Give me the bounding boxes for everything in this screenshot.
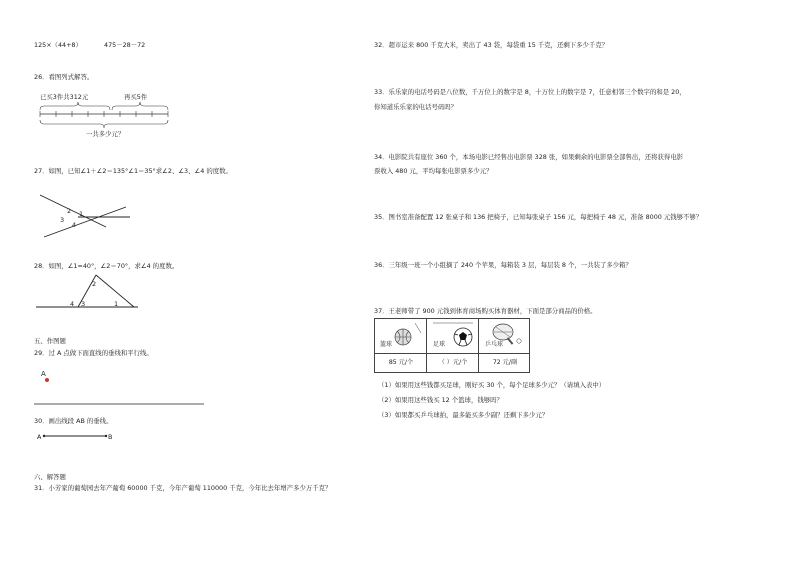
section-6-heading: 六、解答题 (34, 473, 66, 481)
q26-label-right: 再买5件 (124, 93, 148, 101)
item-label-soccer: 足球 (433, 341, 446, 348)
q30-title: 30．画出线段 AB 的垂线。 (34, 417, 113, 425)
q26-label-left: 已买3件共312元 (40, 93, 89, 101)
q26-title: 26．看图列式解答。 (34, 73, 94, 81)
q26-segment-diagram (36, 102, 176, 132)
q28-angle-1: 1 (114, 300, 119, 308)
item-label-ping-pong: 乒乓球 (485, 341, 504, 348)
q29-title: 29．过 A 点做下面直线的垂线和平行线。 (34, 349, 153, 357)
section-5-heading: 五、作图题 (34, 337, 66, 345)
q29-drawing (34, 370, 214, 410)
q27-angle-4: 4 (72, 221, 77, 229)
q26-question: 一共多少元？ (86, 130, 125, 138)
q37-title: 37．王老师带了 900 元钱到体育商场购买体育器材，下面是部分商品的价格。 (374, 307, 597, 315)
q37-sub-3: （3）如果都买乒乓球拍，最多能买多少副？还剩下多少元？ (378, 411, 549, 419)
q34-line-2: 票收入 480 元，平均每张电影票多少元？ (374, 167, 493, 175)
q30-segment (40, 432, 120, 442)
price-soccer-blank[interactable]: （ ）元/个 (438, 359, 468, 366)
q32-text: 32．超市运来 800 千克大米，卖出了 43 袋，每袋重 15 千克，还剩下多少千克？ (374, 41, 609, 49)
price-ping-pong: 72 元/副 (492, 359, 518, 366)
q33-line-1: 33．乐乐家的电话号码是八位数，千万位上的数字是 8，十万位上的数字是 7，任意相邻三个数字的和是 20， (374, 88, 686, 96)
q37-sub-1: （1）如果用这些钱都买足球，刚好买 30 个，每个足球多少元？（请填入表中） (378, 381, 606, 389)
q29-point-label: A (41, 370, 46, 378)
q33-line-2: 你知道乐乐家的电话号码吗？ (374, 103, 458, 111)
price-table (374, 318, 530, 373)
q30-point-a: A (37, 433, 42, 441)
q27-angle-2: 2 (67, 207, 72, 215)
q28-angle-2: 2 (92, 280, 97, 288)
q28-angle-4: 4 (70, 300, 75, 308)
q28-title: 28．如图，∠1=40°，∠2＝70°，求∠4 的度数。 (34, 262, 179, 270)
calc-expression-a: 125×（44+8） (34, 41, 82, 49)
q28-angle-3: 3 (81, 300, 86, 308)
q27-angle-3: 3 (60, 216, 65, 224)
q30-point-b: B (108, 433, 113, 441)
q35-text: 35．图书室准备配置 12 张桌子和 136 把椅子，已知每张桌子 156 元，每把椅子 48 元，准备 8000 元钱够不够？ (374, 213, 703, 221)
item-label-basketball: 篮球 (380, 341, 393, 348)
q31-text: 31．小芳家的葡萄园去年产葡萄 60000 千克，今年产葡萄 110000 千克，今年比去年增产多少万千克？ (34, 484, 332, 492)
q27-title: 27．如图，已知∠1＋∠2＝135°∠1＝35°求∠2、∠3、∠4 的度数。 (34, 167, 232, 175)
q28-triangle-diagram (34, 272, 144, 312)
q27-angle-diagram (34, 193, 144, 243)
q34-line-1: 34．电影院共有座位 360 个，本场电影已经售出电影票 328 张，如果剩余的电影票全部售出，还将获得电影 (374, 153, 684, 161)
q36-text: 36．三年级一班一个小组摘了 240 个苹果，每箱装 3 层，每层装 8 个，一共装了多少箱？ (374, 261, 632, 269)
q27-angle-1: 1 (79, 210, 84, 218)
q37-sub-2: （2）如果用这些钱买 12 个篮球，钱够吗？ (378, 396, 503, 404)
calc-expression-b: 475－28－72 (104, 41, 146, 49)
price-basketball: 85 元/个 (388, 359, 414, 366)
